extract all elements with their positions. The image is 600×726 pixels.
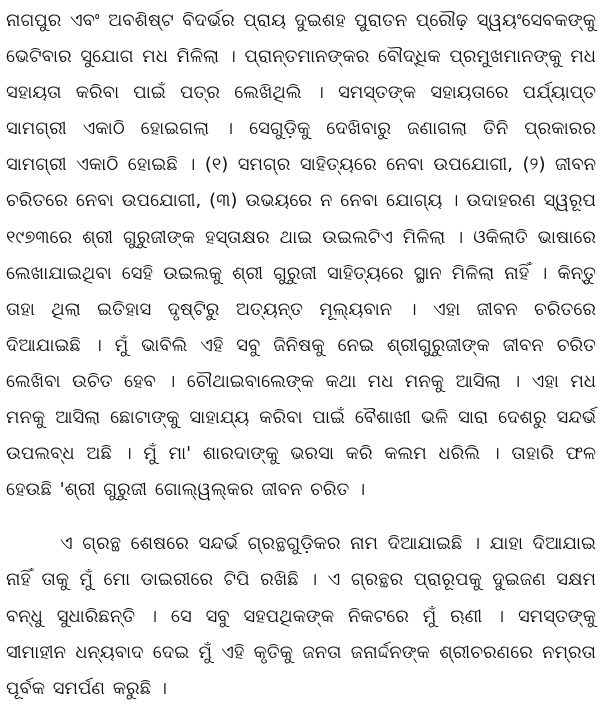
body-paragraph: ଏ ଗ୍ରନ୍ଥ ଶେଷରେ ସନ୍ଦର୍ଭ ଗ୍ରନ୍ଥଗୁଡ଼ିକର ନାମ ଦିଆଯାଇଛି । ଯାହା ଦିଆଯାଇ ନାହିଁ ତାକୁ ମୁଁ ମୋ ଡାଇରୀରେ ଟିପି ରଖିଛି । ଏ ଗ୍ରନ୍ଥର ପ୍ରାରୂପକୁ ଦୁଇଜଣ ସକ୍ଷମ ବନ୍ଧୁ ସୁଧାରିଛନ୍ତି । ସେ ସବୁ ସହପଥିକଙ୍କ ନିକଟରେ ମୁଁ ଋଣୀ । ସମସ୍ତଙ୍କୁ ସୀମାହୀନ ଧନ୍ୟବାଦ ଦେଇ ମୁଁ ଏହି କୃତିକୁ ଜନତା ଜନାର୍ଦ୍ଦନଙ୍କ ଶ୍ରୀଚରଣରେ ନମ୍ରତା ପୂର୍ବକ ସମର୍ପଣ କରୁଛି । bbox=[6, 533, 596, 699]
body-paragraph: ନାଗପୁର ଏବଂ ଅବଶିଷ୍ଟ ବିଦର୍ଭର ପ୍ରାୟ ଦୁଇଶହ ପୁରାତନ ପ୍ରୌଢ଼ ସ୍ୱୟଂସେବକଙ୍କୁ ଭେଟିବାର ସୁଯୋଗ ମଧ ମିଳିଲା । ପ୍ରାନ୍ତମାନଙ୍କର ବୌଦ୍ଧିକ ପ୍ରମୁଖମାନଙ୍କୁ ମଧ ସହାୟତା କରିବା ପାଇଁ ପତ୍ର ଲେଖିଥିଲି । ସମସ୍ତଙ୍କ ସହାୟତାରେ ପର୍ଯ୍ୟାପ୍ତ ସାମଗ୍ରୀ ଏକାଠି ହୋଇଗଲା । ସେଗୁଡ଼ିକୁ ଦେଖିବାରୁ ଜଣାଗଲା ତିନି ପ୍ରକାରର ସାମଗ୍ରୀ ଏକାଠି ହୋଇଛି । (୧) ସମଗ୍ର ସାହିତ୍ୟରେ ନେବା ଉପଯୋଗୀ, (୨) ଜୀବନ ଚରିତରେ ନେବା ଉପଯୋଗୀ, (୩) ଉଭୟରେ ନ ନେବା ଯୋଗ୍ୟ । ଉଦାହରଣ ସ୍ୱରୂପ ୧୯୭୩ରେ ଶ୍ରୀ ଗୁରୁଜୀଙ୍କ ହସ୍ତାକ୍ଷର ଥାଇ ଉଇଲଟିଏ ମିଳିଲା । ଓକିଲାତି ଭାଷାରେ ଲେଖାଯାଇଥିବା ସେହି ଉଇଲକୁ ଶ୍ରୀ ଗୁରୁଜୀ ସାହିତ୍ୟରେ ସ୍ଥାନ ମିଳିଲା ନାହିଁ । କିନ୍ତୁ ତାହା ଥିଲା ଇତିହାସ ଦୃଷ୍ଟିରୁ ଅତ୍ୟନ୍ତ ମୂଲ୍ୟବାନ । ଏହା ଜୀବନ ଚରିତରେ ଦିଆଯାଇଛି । ମୁଁ ଭାବିଲି ଏହି ସବୁ ଜିନିଷକୁ ନେଇ ଶ୍ରୀଗୁରୁଜୀଙ୍କ ଜୀବନ ଚରିତ ଲେଖିବା ଉଚିତ ହେବ । ଚୌଥାଇବାଲେଙ୍କ କଥା ମଧ ମନକୁ ଆସିଲା । ଏହା ମଧ ମନକୁ ଆସିଲା ଛୋଟାଙ୍କୁ ସାହାଯ୍ୟ କରିବା ପାଇଁ ବୈଶାଖୀ ଭଳି ସାରା ଦେଶରୁ ସନ୍ଦର୍ଭ ଉପଲବ୍ଧ ଅଛି । ମୁଁ ମା' ଶାରଦାଙ୍କୁ ଭରସା କରି କଲମ ଧରିଲି । ତାହାରି ଫଳ ହେଉଛି 'ଶ୍ରୀ ଗୁରୁଜୀ ଗୋଲ୍‌ୱଲ୍‌କର ଜୀବନ ଚରିତ । bbox=[6, 10, 596, 501]
